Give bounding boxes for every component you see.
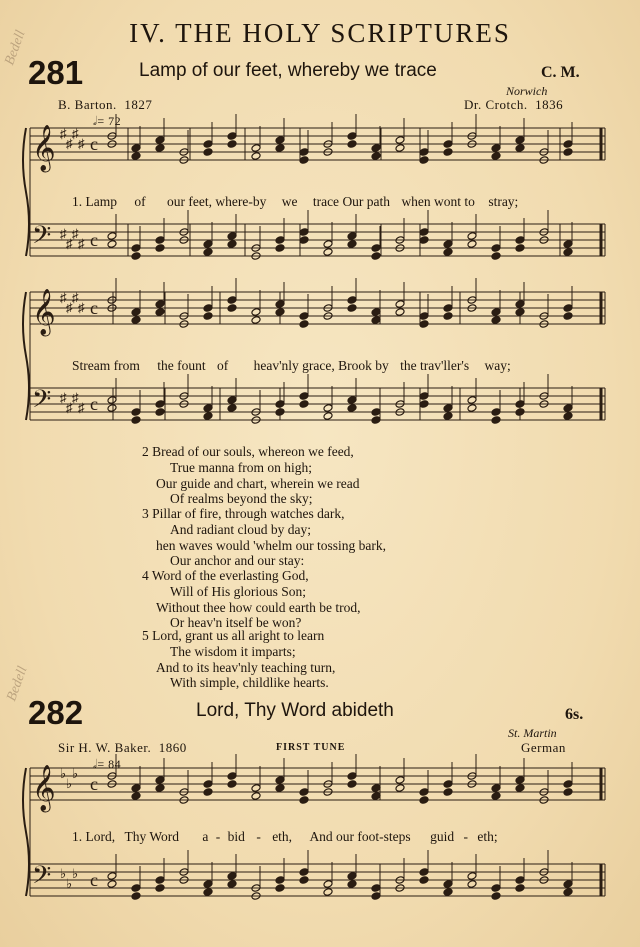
tempo-value: = 84 — [97, 757, 122, 771]
note-head — [443, 140, 453, 149]
note-head — [323, 248, 333, 257]
note-head — [443, 404, 453, 413]
note-head — [131, 884, 141, 893]
note-head — [275, 308, 285, 317]
note-head — [515, 884, 525, 893]
note-head — [107, 232, 117, 241]
note-head — [419, 228, 429, 237]
note-head — [275, 236, 285, 245]
lyric-syllable: stray; — [488, 194, 519, 209]
note-head — [515, 308, 525, 317]
note-head — [371, 152, 381, 161]
verse-line: The wisdom it imparts; — [170, 643, 296, 659]
lyrics-line — [72, 358, 511, 374]
verse-line: 2 Bread of our souls, whereon we feed, — [142, 444, 354, 459]
verse-block — [142, 444, 360, 507]
lyric-syllable: 1. Lord, — [72, 829, 116, 844]
key-signature-icon: ♯ — [66, 136, 73, 151]
note-head — [203, 304, 213, 313]
note-head — [227, 304, 237, 313]
note-head — [227, 132, 237, 141]
note-head — [419, 400, 429, 409]
note-head — [251, 784, 261, 793]
note-head — [227, 396, 237, 405]
note-head — [371, 252, 381, 261]
note-head — [467, 396, 477, 405]
note-head — [107, 404, 117, 413]
note-head — [107, 872, 117, 881]
note-head — [323, 880, 333, 889]
composer-name: Dr. Crotch. — [464, 97, 528, 112]
note-head — [227, 404, 237, 413]
lyric-syllable: eth, — [272, 829, 293, 844]
note-head — [515, 776, 525, 785]
note-head — [371, 792, 381, 801]
lyrics-line — [72, 194, 518, 210]
key-signature-icon: ♯ — [60, 226, 67, 241]
tempo-mark — [93, 757, 121, 772]
key-signature-icon: ♯ — [78, 400, 85, 415]
note-head — [155, 776, 165, 785]
note-head — [275, 300, 285, 309]
note-head — [491, 244, 501, 253]
brace — [23, 128, 29, 256]
verse-line: 4 Word of the everlasting God, — [142, 568, 309, 583]
note-head — [323, 404, 333, 413]
note-head — [155, 136, 165, 145]
author-name: B. Barton. — [58, 97, 117, 112]
key-signature-icon: ♯ — [78, 236, 85, 251]
key-signature-icon: ♯ — [66, 400, 73, 415]
note-head — [203, 880, 213, 889]
note-head — [467, 232, 477, 241]
note-head — [443, 312, 453, 321]
note-head — [131, 308, 141, 317]
key-signature-icon: ♭ — [66, 876, 73, 891]
note-head — [419, 148, 429, 157]
note-head — [203, 412, 213, 421]
note-head — [155, 308, 165, 317]
note-head — [467, 240, 477, 249]
verse-line: And to its heav'nly teaching turn, — [156, 659, 336, 675]
author-year: 1827 — [124, 97, 153, 112]
note-head — [515, 400, 525, 409]
verse-block — [142, 568, 361, 631]
note-head — [563, 304, 573, 313]
note-head — [299, 868, 309, 877]
note-head — [347, 304, 357, 313]
note-head — [395, 300, 405, 309]
note-head — [419, 236, 429, 245]
key-signature-icon: ♯ — [60, 290, 67, 305]
note-head — [563, 312, 573, 321]
key-signature-icon: ♭ — [66, 776, 73, 791]
note-head — [299, 400, 309, 409]
lyric-syllable: of — [216, 358, 229, 373]
note-head — [275, 244, 285, 253]
note-head — [395, 136, 405, 145]
note-head — [251, 152, 261, 161]
note-head — [299, 876, 309, 885]
note-head — [515, 236, 525, 245]
note-head — [323, 240, 333, 249]
margin-note: Bedell — [4, 664, 31, 704]
verse-line: Without thee how could earth be trod, — [156, 599, 361, 615]
tune-name: St. Martin — [508, 726, 557, 740]
verse-line: Our anchor and our stay: — [170, 553, 305, 569]
lyric-syllable: Our path — [342, 194, 391, 209]
note-head — [443, 148, 453, 157]
key-signature-icon: ♯ — [78, 300, 85, 315]
note-head — [227, 772, 237, 781]
note-head — [227, 240, 237, 249]
time-signature-icon: c — [90, 870, 98, 890]
note-head — [419, 868, 429, 877]
note-head — [491, 152, 501, 161]
verse-block — [142, 506, 386, 569]
lyric-syllable: when wont to — [401, 194, 475, 209]
note-head — [371, 784, 381, 793]
note-head — [299, 148, 309, 157]
note-head — [107, 240, 117, 249]
note-head — [347, 396, 357, 405]
key-signature-icon: ♭ — [60, 866, 67, 881]
note-head — [395, 784, 405, 793]
note-head — [443, 880, 453, 889]
note-head — [131, 316, 141, 325]
note-head — [107, 396, 117, 405]
note-head — [395, 144, 405, 153]
note-head — [443, 780, 453, 789]
note-head — [347, 296, 357, 305]
note-head — [563, 148, 573, 157]
note-head — [131, 144, 141, 153]
lyric-syllable: a — [202, 829, 209, 844]
note-head — [467, 404, 477, 413]
note-head — [275, 776, 285, 785]
note-head — [419, 392, 429, 401]
note-head — [491, 408, 501, 417]
note-head — [299, 788, 309, 797]
note-head — [131, 152, 141, 161]
note-head — [491, 784, 501, 793]
note-head — [203, 788, 213, 797]
note-head — [155, 144, 165, 153]
verse-line: hen waves would 'whelm our tossing bark, — [156, 537, 387, 553]
tune-origin: German — [521, 740, 566, 755]
verse-block — [142, 628, 335, 691]
note-head — [227, 780, 237, 789]
note-head — [491, 416, 501, 425]
note-head — [347, 140, 357, 149]
note-head — [419, 320, 429, 329]
lyric-syllable: - — [215, 829, 221, 844]
note-head — [275, 136, 285, 145]
hymn-number: 282 — [28, 694, 84, 731]
time-signature-icon: c — [90, 134, 98, 154]
tune-label: FIRST TUNE — [276, 742, 346, 753]
section-title: IV. THE HOLY SCRIPTURES — [129, 18, 511, 48]
note-head — [155, 236, 165, 245]
note-head — [395, 776, 405, 785]
note-head — [299, 312, 309, 321]
note-head — [491, 892, 501, 901]
verse-line: Will of His glorious Son; — [170, 583, 306, 599]
note-head — [491, 792, 501, 801]
verse-line: Our guide and chart, wherein we read — [156, 475, 360, 491]
treble-clef-icon: 𝄞 — [32, 289, 56, 335]
note-head — [275, 400, 285, 409]
hymn-meter: 6s. — [565, 706, 584, 723]
note-head — [227, 140, 237, 149]
note-head — [299, 796, 309, 805]
note-head — [563, 240, 573, 249]
note-head — [419, 876, 429, 885]
treble-clef-icon: 𝄞 — [32, 125, 56, 171]
verse-line: 5 Lord, grant us all aright to learn — [142, 628, 325, 643]
note-head — [227, 880, 237, 889]
note-head — [203, 140, 213, 149]
verse-line: Or heav'n itself be won? — [170, 615, 302, 631]
verse-line: With simple, childlike hearts. — [170, 675, 329, 691]
key-signature-icon: ♯ — [66, 300, 73, 315]
key-signature-icon: ♭ — [72, 866, 79, 881]
note-head — [563, 788, 573, 797]
note-head — [347, 780, 357, 789]
lyric-syllable: Thy Word — [124, 829, 180, 844]
note-head — [347, 132, 357, 141]
lyric-syllable: of — [134, 194, 146, 209]
note-head — [515, 136, 525, 145]
verse-line: And radiant cloud by day; — [170, 521, 311, 537]
lyric-syllable: trace — [312, 194, 340, 209]
tempo-value: = 72 — [97, 114, 122, 128]
note-head — [251, 316, 261, 325]
note-head — [299, 236, 309, 245]
note-head — [299, 228, 309, 237]
note-head — [275, 876, 285, 885]
note-head — [563, 404, 573, 413]
note-head — [131, 416, 141, 425]
note-head — [155, 884, 165, 893]
hymn-number: 281 — [28, 54, 84, 91]
note-head — [563, 888, 573, 897]
lyric-syllable: the trav'ller's — [400, 358, 470, 373]
note-head — [563, 780, 573, 789]
note-head — [563, 140, 573, 149]
half-note-icon: 𝅗𝅥 — [93, 114, 98, 128]
note-head — [203, 148, 213, 157]
lyric-syllable: - — [463, 829, 468, 844]
note-head — [251, 144, 261, 153]
note-head — [371, 884, 381, 893]
bass-clef-icon: 𝄢 — [32, 221, 52, 256]
note-head — [443, 788, 453, 797]
lyric-syllable: heav'nly grace, — [253, 358, 335, 373]
verse-line: True manna from on high; — [170, 459, 312, 475]
lyrics-line — [72, 829, 498, 845]
note-head — [347, 880, 357, 889]
lyric-syllable: eth; — [477, 829, 498, 844]
note-head — [299, 156, 309, 165]
key-signature-icon: ♯ — [72, 226, 79, 241]
note-head — [491, 252, 501, 261]
time-signature-icon: c — [90, 298, 98, 318]
note-head — [155, 400, 165, 409]
note-head — [203, 780, 213, 789]
note-head — [275, 784, 285, 793]
note-head — [491, 144, 501, 153]
note-head — [203, 240, 213, 249]
lyric-syllable: our feet, where-by — [167, 194, 267, 209]
note-head — [443, 412, 453, 421]
lyric-syllable: guid — [430, 829, 455, 844]
note-head — [131, 244, 141, 253]
verse-line: Of realms beyond the sky; — [170, 491, 313, 507]
note-head — [227, 296, 237, 305]
note-head — [251, 308, 261, 317]
note-head — [491, 316, 501, 325]
note-head — [275, 884, 285, 893]
note-head — [323, 888, 333, 897]
note-head — [131, 408, 141, 417]
note-head — [347, 772, 357, 781]
note-head — [155, 876, 165, 885]
lyric-syllable: - — [256, 829, 261, 844]
hymn-title: Lord, Thy Word abideth — [196, 700, 394, 721]
key-signature-icon: ♭ — [72, 766, 79, 781]
note-head — [227, 872, 237, 881]
note-head — [371, 316, 381, 325]
time-signature-icon: c — [90, 230, 98, 250]
note-head — [323, 412, 333, 421]
note-head — [443, 304, 453, 313]
margin-note: Bedell — [2, 28, 29, 68]
note-head — [419, 312, 429, 321]
note-head — [371, 144, 381, 153]
note-head — [251, 792, 261, 801]
note-head — [419, 796, 429, 805]
note-head — [227, 232, 237, 241]
verse-line: 3 Pillar of fire, through watches dark, — [142, 506, 345, 521]
hymn-meter: C. M. — [541, 64, 580, 81]
key-signature-icon: ♯ — [72, 290, 79, 305]
note-head — [275, 144, 285, 153]
note-head — [467, 872, 477, 881]
lyric-syllable: Stream from — [72, 358, 140, 373]
note-head — [371, 416, 381, 425]
composer-year: 1836 — [535, 97, 564, 112]
note-head — [371, 408, 381, 417]
note-head — [131, 784, 141, 793]
author-name: Sir H. W. Baker. — [58, 740, 152, 755]
note-head — [443, 240, 453, 249]
note-head — [515, 244, 525, 253]
note-head — [419, 788, 429, 797]
note-head — [299, 392, 309, 401]
note-head — [563, 412, 573, 421]
key-signature-icon: ♭ — [60, 766, 67, 781]
bass-clef-icon: 𝄢 — [32, 861, 52, 896]
note-head — [155, 300, 165, 309]
note-head — [491, 308, 501, 317]
bass-clef-icon: 𝄢 — [32, 385, 52, 420]
note-head — [515, 408, 525, 417]
note-head — [155, 244, 165, 253]
note-head — [107, 880, 117, 889]
key-signature-icon: ♯ — [78, 136, 85, 151]
note-head — [467, 880, 477, 889]
note-head — [515, 300, 525, 309]
note-head — [347, 404, 357, 413]
note-head — [203, 312, 213, 321]
note-head — [515, 144, 525, 153]
note-head — [131, 892, 141, 901]
note-head — [131, 252, 141, 261]
note-head — [203, 888, 213, 897]
lyric-syllable: we — [281, 194, 298, 209]
key-signature-icon: ♯ — [60, 126, 67, 141]
lyric-syllable: way; — [484, 358, 511, 373]
key-signature-icon: ♯ — [60, 390, 67, 405]
tune-name: Norwich — [506, 84, 548, 98]
hymn-title: Lamp of our feet, whereby we trace — [139, 60, 437, 81]
key-signature-icon: ♯ — [66, 236, 73, 251]
note-head — [155, 784, 165, 793]
note-head — [131, 792, 141, 801]
note-head — [491, 884, 501, 893]
note-head — [563, 248, 573, 257]
note-head — [443, 888, 453, 897]
treble-clef-icon: 𝄞 — [32, 765, 56, 811]
author-year: 1860 — [158, 740, 187, 755]
half-note-icon: 𝅗𝅥 — [93, 757, 98, 771]
note-head — [203, 248, 213, 257]
lyric-syllable: bid — [227, 829, 245, 844]
note-head — [563, 880, 573, 889]
key-signature-icon: ♯ — [72, 126, 79, 141]
note-head — [395, 308, 405, 317]
lyric-syllable: And our foot-steps — [309, 829, 411, 844]
note-head — [443, 248, 453, 257]
brace — [23, 292, 29, 420]
note-head — [347, 240, 357, 249]
time-signature-icon: c — [90, 774, 98, 794]
note-head — [371, 308, 381, 317]
note-head — [155, 408, 165, 417]
lyric-syllable: 1. Lamp — [72, 194, 117, 209]
lyric-syllable: the fount — [157, 358, 206, 373]
note-head — [371, 244, 381, 253]
lyric-syllable: Brook by — [338, 358, 389, 373]
note-head — [275, 408, 285, 417]
note-head — [347, 872, 357, 881]
note-head — [347, 232, 357, 241]
note-head — [515, 784, 525, 793]
hymn-author — [58, 740, 187, 756]
note-head — [419, 156, 429, 165]
note-head — [299, 320, 309, 329]
note-head — [203, 404, 213, 413]
note-head — [515, 876, 525, 885]
key-signature-icon: ♯ — [72, 390, 79, 405]
note-head — [371, 892, 381, 901]
brace — [23, 768, 29, 896]
time-signature-icon: c — [90, 394, 98, 414]
